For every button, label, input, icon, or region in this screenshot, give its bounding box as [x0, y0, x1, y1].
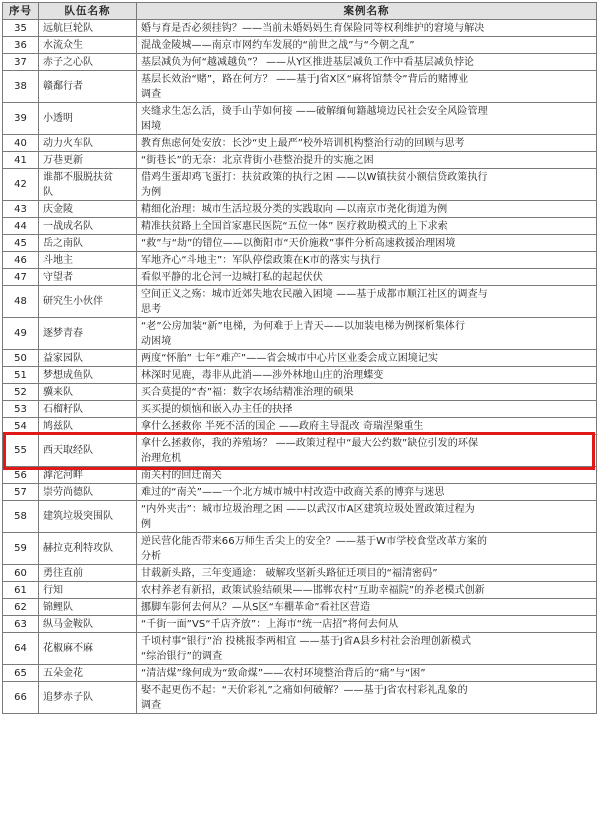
- case-name-line: 甘载新头路，三年变通途： 破解攻坚新头路征迁项目的“福清密码”: [141, 567, 438, 579]
- table-row: [3, 318, 597, 350]
- table-row: [3, 269, 597, 286]
- team-name: [39, 318, 137, 350]
- team-name-line: 五朵金花: [43, 667, 83, 679]
- team-name-line: 队: [43, 186, 53, 198]
- case-name-line: 军地齐心“斗地主”：军队停偿政策在K市的落实与执行: [141, 254, 381, 266]
- case-name: [137, 582, 597, 599]
- team-name-line: 锦鲤队: [43, 601, 73, 613]
- team-name-line: 石榴籽队: [43, 403, 83, 415]
- row-number: 59: [3, 533, 39, 565]
- case-name-line: 南关村的回迁南关: [141, 469, 222, 481]
- team-name-line: 动力火车队: [43, 137, 93, 149]
- table-row: [3, 599, 597, 616]
- team-name: [39, 501, 137, 533]
- table-row: [3, 135, 597, 152]
- team-name: [39, 599, 137, 616]
- team-name: [39, 218, 137, 235]
- row-number: 47: [3, 269, 39, 286]
- table-row: [3, 533, 597, 565]
- case-name-line: 基层长效治“赌”，路在何方？ ——基于J省X区“麻将馆禁令”背后的赌博业: [141, 73, 469, 85]
- row-number: 52: [3, 384, 39, 401]
- team-name-line: 勇往直前: [43, 567, 83, 579]
- case-name: [137, 565, 597, 582]
- team-name: [39, 582, 137, 599]
- team-name-line: 追梦赤子队: [43, 692, 93, 703]
- team-name-line: 纵马金鞍队: [43, 618, 93, 630]
- case-name: [137, 135, 597, 152]
- team-name: [39, 384, 137, 401]
- team-name: [39, 435, 137, 467]
- row-number: 37: [3, 54, 39, 71]
- team-name: [39, 20, 137, 37]
- case-name-line: “清洁煤”缘何成为“致命煤”——农村环境整治背后的“痛”与“困”: [141, 667, 426, 679]
- row-number: 44: [3, 218, 39, 235]
- team-name: [39, 350, 137, 367]
- table-row: [3, 169, 597, 201]
- row-number: 64: [3, 633, 39, 665]
- team-name: [39, 565, 137, 582]
- row-number: 39: [3, 103, 39, 135]
- case-name: [137, 633, 597, 665]
- case-name-line: 看似平静的北仑河一边城打私的起起伏伏: [141, 271, 323, 283]
- team-name: [39, 533, 137, 565]
- team-name-line: 鸠兹队: [43, 420, 73, 432]
- team-name: [39, 633, 137, 665]
- case-name-line: “老”公房加装“新”电梯，为何难于上青天——以加装电梯为例探析集体行: [141, 320, 466, 332]
- table-row: [3, 71, 597, 103]
- case-name: [137, 401, 597, 418]
- case-name-line: 混战金陵城——南京市网约车发展的“前世之战”与“今朝之乱”: [141, 39, 415, 51]
- case-name-line: 基层减负为何“越减越负”？ ——从Y区推进基层减负工作中看基层减负悖论: [141, 56, 475, 68]
- row-number: 43: [3, 201, 39, 218]
- team-name-line: 远航巨轮队: [43, 22, 93, 34]
- team-name-line: 赣鄱行者: [43, 81, 83, 92]
- team-name-line: 骥来队: [43, 386, 73, 398]
- table-row: [3, 152, 597, 169]
- case-name-line: 娶不起更伤不起：“天价彩礼”之痛如何破解？——基于J省农村彩礼乱象的: [141, 684, 468, 696]
- row-number: 38: [3, 71, 39, 103]
- table-row: [3, 467, 597, 484]
- row-number: 40: [3, 135, 39, 152]
- case-name-line: 拿什么拯救你，我的养殖场？ ——政策过程中“最大公约数”缺位引发的环保: [141, 437, 479, 449]
- case-name-line: 买买提的烦恼和嵌入办主任的抉择: [141, 403, 293, 415]
- case-name-line: 农村养老有新招，政策试验结硕果——邯郸农村“互助幸福院”的养老模式创新: [141, 584, 485, 596]
- case-name: [137, 201, 597, 218]
- case-name-line: 千顷村事“银行”治 投桃报李两相宜 ——基于J省A县乡村社会治理创新模式: [141, 635, 472, 647]
- case-name-line: 动困境: [141, 335, 172, 347]
- case-name: [137, 20, 597, 37]
- table-body: [3, 20, 597, 714]
- case-name-line: 借鸡生蛋却鸡飞蛋打：扶贫政策的执行之困 ——以W镇扶贫小额信贷政策执行: [141, 171, 488, 183]
- team-name-line: 建筑垃圾突围队: [43, 511, 113, 522]
- table-row: [3, 682, 597, 714]
- case-name-line: 困境: [141, 120, 162, 132]
- table-row: [3, 435, 597, 467]
- table-row: [3, 616, 597, 633]
- team-name: [39, 71, 137, 103]
- case-name: [137, 218, 597, 235]
- row-number: 58: [3, 501, 39, 533]
- team-name-line: 庆金陵: [43, 203, 73, 215]
- case-name: [137, 169, 597, 201]
- table-row: [3, 218, 597, 235]
- case-name-line: 精细化治理：城市生活垃圾分类的实践取向 —以南京市尧化街道为例: [141, 203, 448, 215]
- case-name: [137, 71, 597, 103]
- table-row: [3, 418, 597, 435]
- row-number: 62: [3, 599, 39, 616]
- case-name: [137, 54, 597, 71]
- case-name: [137, 435, 597, 467]
- header-no: 序号: [3, 3, 39, 20]
- case-name: [137, 235, 597, 252]
- table-row: [3, 565, 597, 582]
- row-number: 53: [3, 401, 39, 418]
- team-name: [39, 103, 137, 135]
- case-name-line: 拿什么拯救你 半死不活的国企 ——政府主导混改 奇瑞涅槃重生: [141, 420, 424, 432]
- team-name: [39, 54, 137, 71]
- case-name: [137, 37, 597, 54]
- team-name: [39, 269, 137, 286]
- team-name-line: 谁都不服脱扶贫: [43, 171, 113, 183]
- row-number: 56: [3, 467, 39, 484]
- case-table: [2, 2, 597, 714]
- table-row: [3, 582, 597, 599]
- table-row: [3, 235, 597, 252]
- team-name: [39, 235, 137, 252]
- team-name-line: 斗地主: [43, 254, 73, 266]
- case-name-line: 空间正义之殇：城市近郊失地农民融入困境 ——基于成都市顺江社区的调查与: [141, 288, 488, 300]
- row-number: 57: [3, 484, 39, 501]
- case-name-line: 难过的“南关”——一个北方城市城中村改造中政商关系的博弈与迷思: [141, 486, 445, 498]
- case-name: [137, 152, 597, 169]
- team-name-line: 西天取经队: [43, 445, 93, 456]
- case-name-line: 买合莫提的“杏”福：数字农场结精准治理的硕果: [141, 386, 354, 398]
- case-name-line: 为例: [141, 186, 162, 198]
- row-number: 45: [3, 235, 39, 252]
- team-name-line: 赤子之心队: [43, 56, 93, 68]
- team-name-line: 守望者: [43, 271, 73, 283]
- case-name-line: 治理危机: [141, 452, 182, 464]
- table-row: [3, 20, 597, 37]
- row-number: 36: [3, 37, 39, 54]
- row-number: 35: [3, 20, 39, 37]
- case-name-line: 林深时见鹿，毒非从此消——涉外林地山庄的治理蝶变: [141, 369, 384, 381]
- team-name: [39, 135, 137, 152]
- row-number: 60: [3, 565, 39, 582]
- case-name-line: 挪脚车影何去何从？—从S区“车棚革命”看社区营造: [141, 601, 371, 613]
- case-name-line: 精准扶贫路上全国首家惠民医院“五位一体” 医疗救助模式的上下求索: [141, 220, 448, 232]
- team-name-line: 逐梦青春: [43, 328, 83, 339]
- row-number: 61: [3, 582, 39, 599]
- case-name-line: “救”与“劫”的错位——以衡阳市“天价施救”事件分析高速救援治理困境: [141, 237, 456, 249]
- team-name: [39, 401, 137, 418]
- case-name-line: 调查: [141, 88, 162, 100]
- row-number: 48: [3, 286, 39, 318]
- row-number: 46: [3, 252, 39, 269]
- table-row: [3, 401, 597, 418]
- table-row: [3, 501, 597, 533]
- team-name: [39, 682, 137, 714]
- team-name: [39, 152, 137, 169]
- case-name-line: 夹缝求生怎么活，烫手山芋如何接 ——破解缅甸籍越境边民社会安全风险管理: [141, 105, 488, 117]
- case-name: [137, 252, 597, 269]
- team-name-line: 益家园队: [43, 352, 83, 364]
- table-header: [3, 3, 597, 20]
- row-number: 54: [3, 418, 39, 435]
- team-name: [39, 418, 137, 435]
- team-name-line: 崇劳尚德队: [43, 486, 93, 498]
- team-name: [39, 37, 137, 54]
- case-name-line: 教育焦虑何处安放：长沙“史上最严”校外培训机构整治行动的回顾与思考: [141, 137, 465, 149]
- case-name-line: 思考: [141, 303, 162, 315]
- team-name: [39, 286, 137, 318]
- team-name-line: 滹沱河畔: [43, 469, 83, 481]
- case-name-line: 例: [141, 518, 152, 530]
- case-list-document: [2, 2, 597, 714]
- row-number: 63: [3, 616, 39, 633]
- team-name: [39, 665, 137, 682]
- row-number: 55: [3, 435, 39, 467]
- case-name: [137, 384, 597, 401]
- team-name: [39, 201, 137, 218]
- case-name-line: “千街一面”VS“千店齐放”：上海市“统一店招”将何去何从: [141, 618, 399, 630]
- case-name: [137, 286, 597, 318]
- team-name-line: 小透明: [43, 113, 73, 124]
- case-name-line: 婚与育是否必须挂钩？——当前未婚妈妈生育保险同等权利维护的窘境与解决: [141, 22, 485, 34]
- team-name-line: 万巷更新: [43, 154, 83, 166]
- table-row: [3, 367, 597, 384]
- case-name: [137, 467, 597, 484]
- case-name-line: “综治银行”的调查: [141, 650, 223, 662]
- team-name: [39, 252, 137, 269]
- case-name: [137, 103, 597, 135]
- team-name: [39, 169, 137, 201]
- case-name: [137, 665, 597, 682]
- team-name-line: 花椒麻不麻: [43, 643, 93, 654]
- table-row: [3, 252, 597, 269]
- team-name-line: 一战成名队: [43, 220, 93, 232]
- row-number: 65: [3, 665, 39, 682]
- table-row: [3, 633, 597, 665]
- table-row: [3, 286, 597, 318]
- case-name: [137, 599, 597, 616]
- case-name: [137, 367, 597, 384]
- case-name: [137, 318, 597, 350]
- case-name: [137, 533, 597, 565]
- case-name: [137, 269, 597, 286]
- case-name-line: 两度“怀胎” 七年“难产”——省会城市中心片区业委会成立困境记实: [141, 352, 439, 364]
- team-name: [39, 367, 137, 384]
- team-name: [39, 467, 137, 484]
- row-number: 66: [3, 682, 39, 714]
- header-team: 队伍名称: [39, 3, 137, 20]
- team-name-line: 岳之南队: [43, 237, 83, 249]
- case-name-line: 分析: [141, 550, 162, 562]
- table-row: [3, 54, 597, 71]
- row-number: 50: [3, 350, 39, 367]
- table-row: [3, 665, 597, 682]
- team-name-line: 水流众生: [43, 39, 83, 51]
- table-row: [3, 484, 597, 501]
- row-number: 51: [3, 367, 39, 384]
- table-row: [3, 350, 597, 367]
- table-row: [3, 37, 597, 54]
- team-name-line: 行知: [43, 584, 63, 596]
- case-name: [137, 501, 597, 533]
- case-name: [137, 682, 597, 714]
- row-number: 42: [3, 169, 39, 201]
- row-number: 49: [3, 318, 39, 350]
- team-name: [39, 484, 137, 501]
- header-case: 案例名称: [137, 3, 597, 20]
- case-name: [137, 418, 597, 435]
- table-row: [3, 384, 597, 401]
- team-name: [39, 616, 137, 633]
- team-name-line: 赫拉克利特攻队: [43, 543, 113, 554]
- row-number: 41: [3, 152, 39, 169]
- table-row: [3, 201, 597, 218]
- case-name-line: “内外夹击”：城市垃圾治理之困 ——以武汉市A区建筑垃圾处置政策过程为: [141, 503, 475, 515]
- case-name: [137, 484, 597, 501]
- table-row: [3, 103, 597, 135]
- team-name-line: 梦想成鱼队: [43, 369, 93, 381]
- case-name: [137, 350, 597, 367]
- case-name: [137, 616, 597, 633]
- case-name-line: 调查: [141, 699, 162, 711]
- team-name-line: 研究生小伙伴: [43, 296, 103, 307]
- case-name-line: 逆民营化能否带来66万师生舌尖上的安全？——基于W市学校食堂改革方案的: [141, 535, 488, 547]
- case-name-line: “街巷长”的无奈：北京背街小巷整治提升的实施之困: [141, 154, 374, 166]
